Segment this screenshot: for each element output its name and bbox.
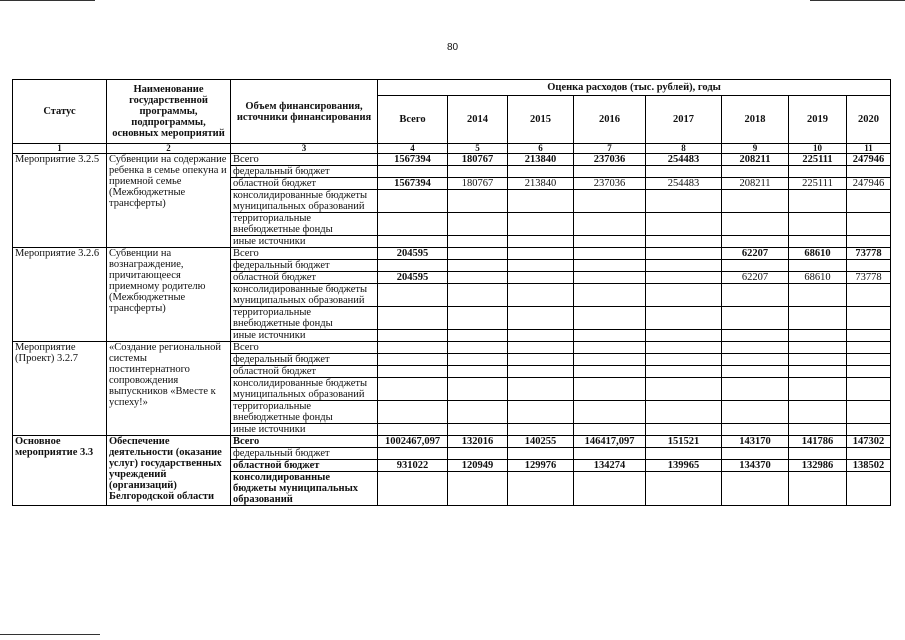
value-cell [574, 330, 646, 342]
source-cell: областной бюджет [231, 460, 378, 472]
value-cell [789, 378, 847, 401]
value-cell: 1567394 [378, 178, 448, 190]
column-index: 9 [722, 144, 789, 154]
value-cell: 143170 [722, 436, 789, 448]
column-index: 5 [448, 144, 508, 154]
value-cell [448, 366, 508, 378]
value-cell [378, 448, 448, 460]
name-cell: Субвенции на вознаграждение, причитающееся приемному родителю (Межбюджетные трансферты) [107, 248, 231, 342]
value-cell: 180767 [448, 178, 508, 190]
value-cell [722, 378, 789, 401]
value-cell [847, 424, 891, 436]
value-cell [574, 448, 646, 460]
scan-edge-bottom-left [0, 634, 100, 635]
value-cell [508, 272, 574, 284]
value-cell: 73778 [847, 248, 891, 260]
source-cell: федеральный бюджет [231, 354, 378, 366]
value-cell: 237036 [574, 154, 646, 166]
financing-table [12, 79, 891, 506]
value-cell [574, 272, 646, 284]
value-cell [448, 166, 508, 178]
value-cell [448, 378, 508, 401]
value-cell [646, 354, 722, 366]
value-cell [508, 330, 574, 342]
value-cell [574, 378, 646, 401]
value-cell [448, 472, 508, 506]
value-cell [448, 307, 508, 330]
table-row [13, 154, 891, 166]
value-cell [448, 260, 508, 272]
value-cell [847, 236, 891, 248]
value-cell [378, 190, 448, 213]
value-cell [508, 401, 574, 424]
column-index: 2 [107, 144, 231, 154]
value-cell [508, 260, 574, 272]
value-cell: 68610 [789, 248, 847, 260]
header-estimate: Оценка расходов (тыс. рублей), годы [378, 80, 891, 96]
value-cell: 132016 [448, 436, 508, 448]
value-cell [722, 354, 789, 366]
value-cell [646, 366, 722, 378]
value-cell [508, 236, 574, 248]
value-cell: 120949 [448, 460, 508, 472]
value-cell [378, 354, 448, 366]
value-cell [722, 284, 789, 307]
table-row [13, 342, 891, 354]
source-cell: консолидированные бюджеты муниципальных образований [231, 284, 378, 307]
name-cell: Обеспечение деятельности (оказание услуг) государственных учреждений (организаций) Белгородской области [107, 436, 231, 506]
value-cell [646, 284, 722, 307]
value-cell: 931022 [378, 460, 448, 472]
name-cell: «Создание региональной системы постинтернатного сопровождения выпускников «Вместе к успеху!» [107, 342, 231, 436]
value-cell [646, 378, 722, 401]
value-cell [378, 330, 448, 342]
value-cell [789, 260, 847, 272]
value-cell [574, 354, 646, 366]
value-cell [847, 284, 891, 307]
value-cell [722, 401, 789, 424]
value-cell [722, 330, 789, 342]
value-cell [789, 190, 847, 213]
scan-edge-top-right [810, 0, 905, 1]
value-cell [646, 272, 722, 284]
value-cell [378, 472, 448, 506]
value-cell [789, 236, 847, 248]
value-cell [789, 424, 847, 436]
value-cell [448, 424, 508, 436]
column-index: 11 [847, 144, 891, 154]
value-cell [847, 330, 891, 342]
column-index: 6 [508, 144, 574, 154]
value-cell [646, 424, 722, 436]
column-index: 7 [574, 144, 646, 154]
value-cell [574, 472, 646, 506]
status-cell: Мероприятие 3.2.6 [13, 248, 107, 342]
value-cell [847, 190, 891, 213]
value-cell: 237036 [574, 178, 646, 190]
value-cell: 1567394 [378, 154, 448, 166]
page-number: 80 [446, 42, 459, 53]
value-cell [378, 284, 448, 307]
value-cell [646, 307, 722, 330]
value-cell [789, 330, 847, 342]
value-cell [574, 284, 646, 307]
source-cell: федеральный бюджет [231, 448, 378, 460]
value-cell: 225111 [789, 154, 847, 166]
value-cell [448, 342, 508, 354]
value-cell [448, 448, 508, 460]
value-cell: 213840 [508, 154, 574, 166]
value-cell: 208211 [722, 178, 789, 190]
value-cell [378, 366, 448, 378]
header-name: Наименование государственной программы, подпрограммы, основных мероприятий [107, 80, 231, 144]
value-cell: 147302 [847, 436, 891, 448]
value-cell: 73778 [847, 272, 891, 284]
source-cell: Всего [231, 342, 378, 354]
value-cell [789, 366, 847, 378]
value-cell: 146417,097 [574, 436, 646, 448]
status-cell: Мероприятие 3.2.5 [13, 154, 107, 248]
value-cell [508, 448, 574, 460]
value-cell [448, 213, 508, 236]
header-year: 2015 [508, 96, 574, 144]
value-cell [574, 213, 646, 236]
value-cell [574, 366, 646, 378]
value-cell [508, 248, 574, 260]
value-cell [722, 448, 789, 460]
value-cell [789, 166, 847, 178]
value-cell [847, 307, 891, 330]
value-cell [789, 401, 847, 424]
value-cell [508, 190, 574, 213]
value-cell [574, 260, 646, 272]
header-volume: Объем финансирования, источники финансирования [231, 80, 378, 144]
value-cell [508, 472, 574, 506]
value-cell [508, 213, 574, 236]
value-cell [722, 366, 789, 378]
value-cell [722, 190, 789, 213]
value-cell [378, 236, 448, 248]
value-cell [508, 166, 574, 178]
value-cell [646, 236, 722, 248]
value-cell [574, 190, 646, 213]
column-index: 3 [231, 144, 378, 154]
value-cell [574, 424, 646, 436]
column-index: 1 [13, 144, 107, 154]
value-cell [646, 248, 722, 260]
table-row [13, 436, 891, 448]
source-cell: территориальные внебюджетные фонды [231, 307, 378, 330]
value-cell [378, 378, 448, 401]
source-cell: иные источники [231, 236, 378, 248]
source-cell: областной бюджет [231, 366, 378, 378]
source-cell: областной бюджет [231, 272, 378, 284]
value-cell [722, 424, 789, 436]
value-cell [574, 166, 646, 178]
value-cell: 140255 [508, 436, 574, 448]
value-cell [646, 166, 722, 178]
value-cell: 247946 [847, 154, 891, 166]
value-cell [789, 354, 847, 366]
value-cell [847, 448, 891, 460]
value-cell: 139965 [646, 460, 722, 472]
header-year: 2019 [789, 96, 847, 144]
value-cell: 68610 [789, 272, 847, 284]
value-cell [378, 401, 448, 424]
value-cell: 134274 [574, 460, 646, 472]
source-cell: Всего [231, 248, 378, 260]
value-cell [722, 342, 789, 354]
status-cell: Основное мероприятие 3.3 [13, 436, 107, 506]
value-cell [722, 166, 789, 178]
value-cell [508, 378, 574, 401]
source-cell: территориальные внебюджетные фонды [231, 401, 378, 424]
value-cell [574, 342, 646, 354]
value-cell: 132986 [789, 460, 847, 472]
column-index: 4 [378, 144, 448, 154]
source-cell: Всего [231, 154, 378, 166]
header-year: 2017 [646, 96, 722, 144]
value-cell [646, 190, 722, 213]
value-cell [646, 213, 722, 236]
column-index-row [13, 144, 891, 154]
value-cell: 62207 [722, 248, 789, 260]
source-cell: консолидированные бюджеты муниципальных образований [231, 378, 378, 401]
source-cell: федеральный бюджет [231, 166, 378, 178]
value-cell [378, 307, 448, 330]
value-cell [847, 213, 891, 236]
value-cell: 213840 [508, 178, 574, 190]
scan-edge-top-left [0, 0, 95, 1]
source-cell: областной бюджет [231, 178, 378, 190]
value-cell [508, 354, 574, 366]
header-status: Статус [13, 80, 107, 144]
value-cell [378, 213, 448, 236]
value-cell: 254483 [646, 178, 722, 190]
value-cell [646, 330, 722, 342]
value-cell: 151521 [646, 436, 722, 448]
value-cell [847, 378, 891, 401]
value-cell [574, 307, 646, 330]
value-cell [448, 284, 508, 307]
value-cell: 62207 [722, 272, 789, 284]
value-cell [448, 354, 508, 366]
value-cell [847, 342, 891, 354]
value-cell [448, 190, 508, 213]
value-cell: 208211 [722, 154, 789, 166]
source-cell: Всего [231, 436, 378, 448]
value-cell: 134370 [722, 460, 789, 472]
value-cell [574, 401, 646, 424]
value-cell [448, 248, 508, 260]
source-cell: консолидированные бюджеты муниципальных образований [231, 472, 378, 506]
value-cell: 254483 [646, 154, 722, 166]
value-cell: 1002467,097 [378, 436, 448, 448]
value-cell [847, 401, 891, 424]
value-cell [722, 307, 789, 330]
value-cell [722, 236, 789, 248]
value-cell [508, 342, 574, 354]
column-index: 10 [789, 144, 847, 154]
table-row [13, 248, 891, 260]
value-cell [847, 472, 891, 506]
value-cell [508, 307, 574, 330]
value-cell [448, 401, 508, 424]
value-cell [448, 272, 508, 284]
name-cell: Субвенции на содержание ребенка в семье опекуна и приемной семье (Межбюджетные трансферты) [107, 154, 231, 248]
source-cell: территориальные внебюджетные фонды [231, 213, 378, 236]
header-year: 2018 [722, 96, 789, 144]
header-year: Всего [378, 96, 448, 144]
value-cell [789, 307, 847, 330]
value-cell [646, 342, 722, 354]
value-cell [847, 260, 891, 272]
value-cell [847, 366, 891, 378]
header-year: 2016 [574, 96, 646, 144]
value-cell [789, 342, 847, 354]
header-year: 2014 [448, 96, 508, 144]
value-cell: 204595 [378, 248, 448, 260]
value-cell [646, 472, 722, 506]
value-cell [847, 354, 891, 366]
source-cell: иные источники [231, 330, 378, 342]
value-cell: 180767 [448, 154, 508, 166]
value-cell [789, 284, 847, 307]
value-cell: 225111 [789, 178, 847, 190]
value-cell [789, 213, 847, 236]
column-index: 8 [646, 144, 722, 154]
value-cell [378, 342, 448, 354]
value-cell: 138502 [847, 460, 891, 472]
value-cell [722, 472, 789, 506]
value-cell [378, 166, 448, 178]
value-cell [508, 424, 574, 436]
value-cell: 141786 [789, 436, 847, 448]
header-year: 2020 [847, 96, 891, 144]
value-cell [789, 448, 847, 460]
value-cell [646, 260, 722, 272]
value-cell [646, 401, 722, 424]
status-cell: Мероприятие (Проект) 3.2.7 [13, 342, 107, 436]
source-cell: иные источники [231, 424, 378, 436]
value-cell [789, 472, 847, 506]
value-cell [722, 213, 789, 236]
value-cell [646, 448, 722, 460]
value-cell [378, 260, 448, 272]
value-cell [574, 248, 646, 260]
value-cell [574, 236, 646, 248]
value-cell [448, 236, 508, 248]
value-cell [722, 260, 789, 272]
value-cell: 129976 [508, 460, 574, 472]
source-cell: консолидированные бюджеты муниципальных образований [231, 190, 378, 213]
source-cell: федеральный бюджет [231, 260, 378, 272]
value-cell [847, 166, 891, 178]
value-cell: 204595 [378, 272, 448, 284]
value-cell: 247946 [847, 178, 891, 190]
value-cell [448, 330, 508, 342]
value-cell [378, 424, 448, 436]
value-cell [508, 366, 574, 378]
value-cell [508, 284, 574, 307]
